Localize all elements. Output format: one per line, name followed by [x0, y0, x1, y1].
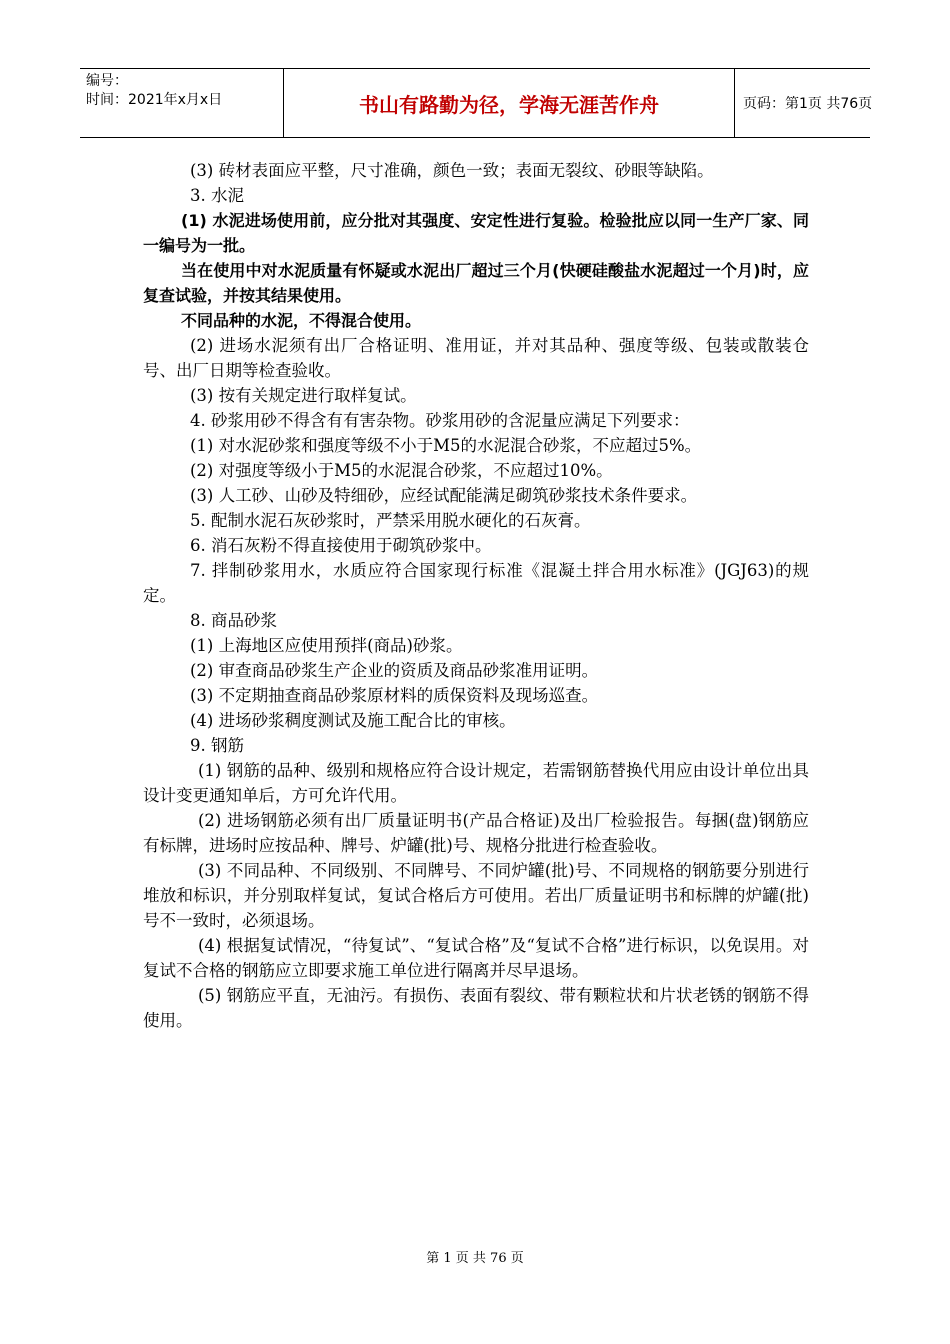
paragraph: (4) 进场砂浆稠度测试及施工配合比的审核。: [190, 711, 516, 730]
paragraph: (3) 按有关规定进行取样复试。: [190, 386, 417, 405]
section-heading: 4. 砂浆用砂不得含有有害杂物。砂浆用砂的含泥量应满足下列要求：: [190, 411, 690, 430]
document-body: [143, 158, 809, 1033]
paragraph: (1) 对水泥砂浆和强度等级不小于M5的水泥混合砂浆，不应超过5%。: [190, 436, 702, 455]
page-footer: 第 1 页 共 76 页: [426, 1251, 524, 1266]
paragraph: (3) 不同品种、不同级别、不同牌号、不同炉罐(批)号、不同规格的钢筋要分别进行堆放和标识，并分别取样复试，复试合格后方可使用。若出厂质量证明书和标牌的炉罐(批)号不一致时，必须退场。: [143, 861, 809, 930]
header-motto: 书山有路勤为径，学海无涯苦作舟: [283, 69, 735, 137]
date-label: 时间：2021年x月x日: [86, 92, 223, 108]
paragraph: (3) 人工砂、山砂及特细砂，应经试配能满足砌筑砂浆技术条件要求。: [190, 486, 698, 505]
section-heading: 5. 配制水泥石灰砂浆时，严禁采用脱水硬化的石灰膏。: [190, 511, 591, 530]
header-page-info: 页码：第1页 共76页: [743, 96, 873, 112]
paragraph: (2) 进场钢筋必须有出厂质量证明书(产品合格证)及出厂检验报告。每捆(盘)钢筋应有标牌，进场时应按品种、牌号、炉罐(批)号、规格分批进行检查验收。: [143, 811, 809, 855]
number-label: 编号：: [86, 73, 128, 89]
section-heading: 6. 消石灰粉不得直接使用于砌筑砂浆中。: [190, 536, 492, 555]
section-heading: 9. 钢筋: [190, 736, 244, 755]
page-header: [80, 68, 873, 138]
header-meta: [80, 69, 283, 137]
paragraph: (5) 钢筋应平直，无油污。有损伤、表面有裂纹、带有颗粒状和片状老锈的钢筋不得使用。: [143, 986, 809, 1030]
paragraph: (3) 不定期抽查商品砂浆原材料的质保资料及现场巡查。: [190, 686, 599, 705]
paragraph: (2) 审查商品砂浆生产企业的资质及商品砂浆准用证明。: [190, 661, 599, 680]
paragraph: (1) 水泥进场使用前，应分批对其强度、安定性进行复验。检验批应以同一生产厂家、同一编号为一批。: [143, 211, 809, 255]
section-heading: 3. 水泥: [190, 186, 244, 205]
paragraph: 当在使用中对水泥质量有怀疑或水泥出厂超过三个月(快硬硅酸盐水泥超过一个月)时，应复查试验，并按其结果使用。: [143, 261, 809, 305]
paragraph: 不同品种的水泥，不得混合使用。: [181, 311, 422, 330]
paragraph: (3) 砖材表面应平整，尺寸准确，颜色一致；表面无裂纹、砂眼等缺陷。: [190, 161, 714, 180]
paragraph: (1) 钢筋的品种、级别和规格应符合设计规定，若需钢筋替换代用应由设计单位出具设计变更通知单后，方可允许代用。: [143, 761, 809, 805]
section-heading: 8. 商品砂浆: [190, 611, 277, 630]
section-heading: 7. 拌制砂浆用水，水质应符合国家现行标准《混凝土拌合用水标准》(JGJ63)的规定。: [143, 561, 809, 605]
paragraph: (2) 对强度等级小于M5的水泥混合砂浆，不应超过10%。: [190, 461, 613, 480]
paragraph: (2) 进场水泥须有出厂合格证明、准用证，并对其品种、强度等级、包装或散装仓号、出厂日期等检查验收。: [143, 336, 809, 380]
paragraph: (1) 上海地区应使用预拌(商品)砂浆。: [190, 636, 463, 655]
paragraph: (4) 根据复试情况，“待复试”、“复试合格”及“复试不合格”进行标识，以免误用。对复试不合格的钢筋应立即要求施工单位进行隔离并尽早退场。: [143, 936, 809, 980]
